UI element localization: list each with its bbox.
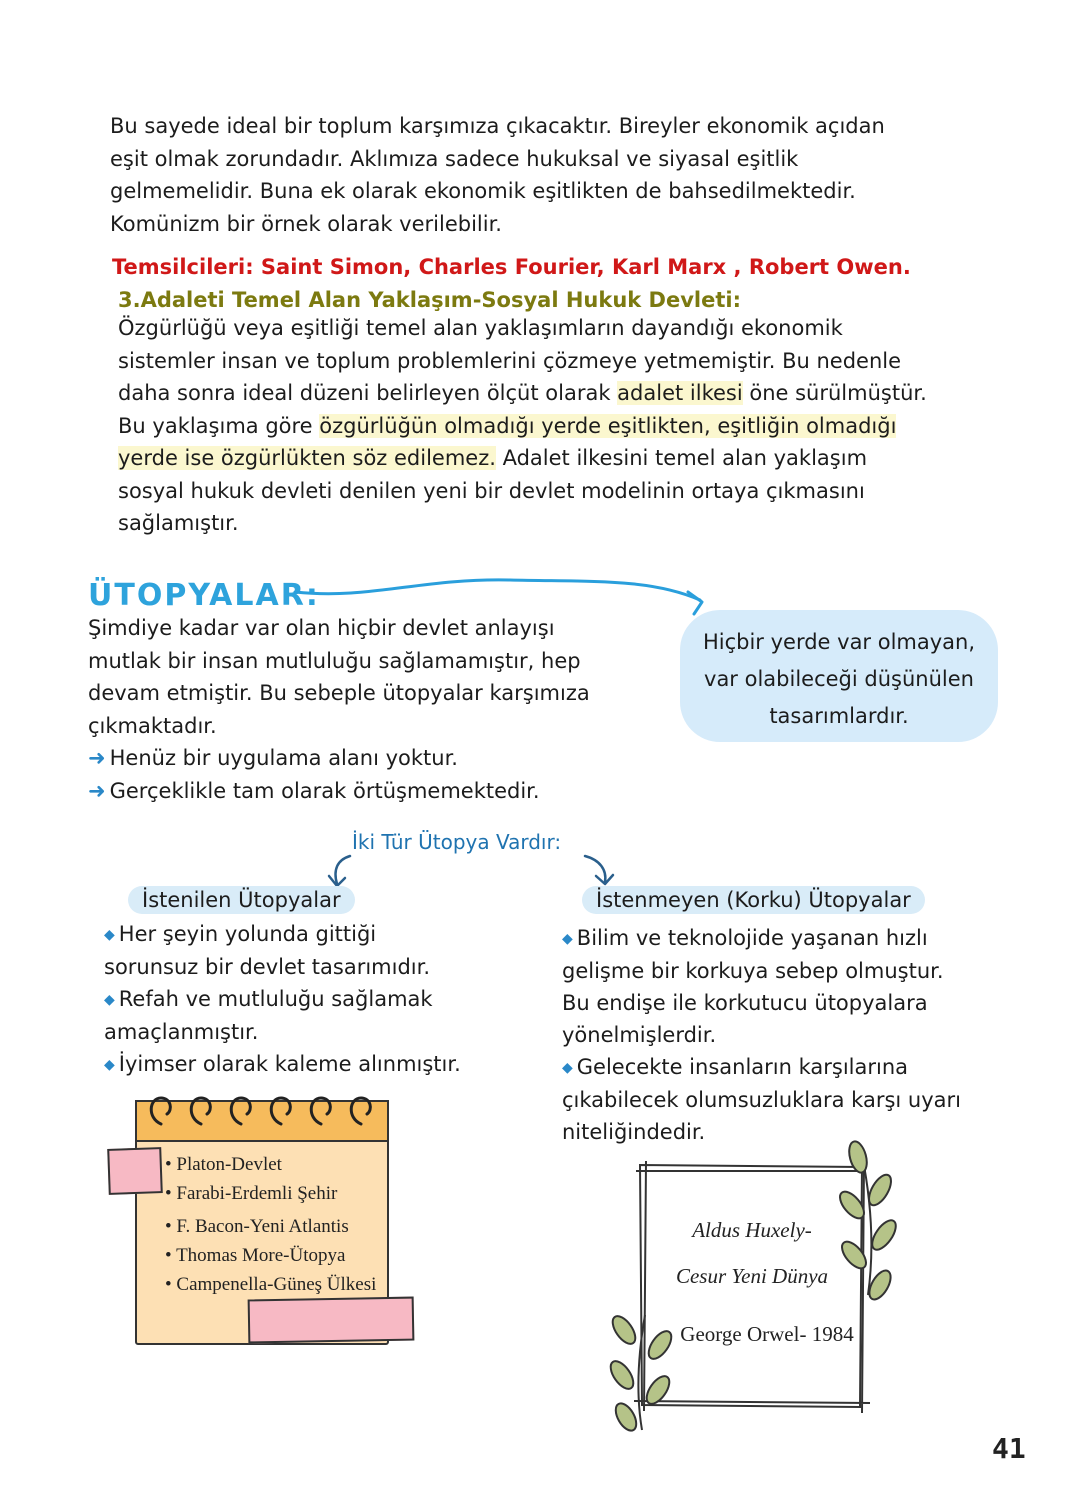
- section3-heading: 3.Adaleti Temel Alan Yaklaşım-Sosyal Hukuk Devleti:: [118, 288, 741, 312]
- bullet-icon: ◆: [104, 992, 115, 1008]
- note-line: • Platon-Devlet: [165, 1154, 282, 1175]
- intro-line: Komünizm bir örnek olarak verilebilir.: [110, 211, 502, 236]
- highlight-freedom: özgürlüğün olmadığı yerde eşitlikten, eşitliğin olmadığı: [319, 413, 897, 438]
- notepad-list: [165, 1150, 389, 1299]
- section3-line: Özgürlüğü veya eşitliği temel alan yaklaşımların dayandığı ekonomik: [118, 316, 843, 340]
- section3-line: sağlamıştır.: [118, 511, 239, 535]
- arrow-right-icon: ➜: [88, 746, 106, 770]
- list-item-cont: yönelmişlerdir.: [562, 1023, 717, 1047]
- section3-paragraph: [118, 312, 1018, 540]
- frame-line: George Orwel- 1984: [680, 1322, 854, 1346]
- note-line: • Campenella-Güneş Ülkesi: [165, 1274, 377, 1295]
- list-item-cont: amaçlanmıştır.: [104, 1020, 259, 1044]
- utopias-line: mutlak bir insan mutluluğu sağlamamıştır, hep: [88, 648, 581, 673]
- list-item-cont: Bu endişe ile korkutucu ütopyalara: [562, 991, 928, 1015]
- list-item: ◆ Refah ve mutluluğu sağlamak: [104, 987, 433, 1011]
- undesired-utopias-label: İstenmeyen (Korku) Ütopyalar: [582, 886, 925, 914]
- utopias-line: devam etmiştir. Bu sebeple ütopyalar karşımıza: [88, 681, 590, 705]
- bubble-line: Hiçbir yerde var olmayan,: [702, 630, 976, 654]
- list-item: ◆ İyimser olarak kaleme alınmıştır.: [104, 1052, 461, 1076]
- note-line: • F. Bacon-Yeni Atlantis: [165, 1216, 349, 1237]
- highlight-equality: yerde ise özgürlükten söz edilemez.: [118, 446, 496, 470]
- spiral-rings-icon: [143, 1088, 383, 1136]
- bullet-icon: ◆: [104, 927, 115, 943]
- utopias-title: ÜTOPYALAR:: [88, 578, 320, 613]
- arrow-right-icon: ➜: [88, 778, 106, 803]
- frame-line: Aldus Huxely-: [692, 1218, 812, 1242]
- intro-line: eşit olmak zorundadır. Aklımıza sadece hukuksal ve siyasal eşitlik: [110, 146, 799, 171]
- utopias-line: çıkmaktadır.: [88, 713, 217, 738]
- bullet-icon: ◆: [104, 1057, 115, 1073]
- tape-bottom: [248, 1297, 415, 1344]
- bubble-line: var olabileceği düşünülen: [704, 667, 974, 691]
- utopias-arrow-item: ➜ Henüz bir uygulama alanı yoktur.: [88, 746, 458, 770]
- section3-line: yerde ise özgürlükten söz edilemez. Adalet ilkesini temel alan yaklaşım: [118, 446, 868, 470]
- frame-line: Cesur Yeni Dünya: [675, 1264, 829, 1288]
- tape-left: [107, 1147, 163, 1195]
- utopias-line: Şimdiye kadar var olan hiçbir devlet anlayışı: [88, 616, 555, 640]
- list-item-cont: çıkabilecek olumsuzluklara karşı uyarı: [562, 1088, 961, 1112]
- utopias-paragraph: [88, 612, 668, 807]
- types-title: İki Tür Ütopya Vardır:: [352, 830, 562, 854]
- section3-line: sistemler insan ve toplum problemlerini çözmeye yetmemiştir. Bu nedenle: [118, 348, 902, 373]
- definition-bubble: [680, 610, 998, 742]
- intro-line: gelmemelidir. Buna ek olarak ekonomik eşitlikten de bahsedilmektedir.: [110, 179, 856, 203]
- highlight-adalet-ilkesi: adalet ilkesi: [617, 381, 743, 405]
- page-number: 41: [992, 1432, 1026, 1465]
- utopias-arrow-item: ➜ Gerçeklikle tam olarak örtüşmemektedir.: [88, 778, 540, 803]
- section3-line: Bu yaklaşıma göre özgürlüğün olmadığı yerde eşitlikten, eşitliğin olmadığı: [118, 413, 897, 438]
- intro-line: Bu sayede ideal bir toplum karşımıza çıkacaktır. Bireyler ekonomik açıdan: [110, 114, 885, 138]
- list-item: ◆ Gelecekte insanların karşılarına: [562, 1055, 909, 1079]
- bullet-icon: ◆: [562, 931, 573, 947]
- desired-utopias-label: İstenilen Ütopyalar: [128, 886, 355, 914]
- bullet-icon: ◆: [562, 1060, 573, 1076]
- note-line: • Farabi-Erdemli Şehir: [165, 1183, 338, 1204]
- undesired-list: [562, 922, 1032, 1148]
- note-line: • Thomas More-Ütopya: [165, 1245, 346, 1266]
- representatives-line: Temsilcileri: Saint Simon, Charles Fourier, Karl Marx , Robert Owen.: [112, 255, 911, 279]
- intro-paragraph: [110, 110, 990, 240]
- list-item: ◆ Bilim ve teknolojide yaşanan hızlı: [562, 926, 928, 950]
- list-item: ◆ Her şeyin yolunda gittiği: [104, 922, 377, 946]
- bubble-line: tasarımlardır.: [769, 704, 909, 728]
- section3-line: sosyal hukuk devleti denilen yeni bir devlet modelinin ortaya çıkmasını: [118, 478, 865, 503]
- list-item-cont: gelişme bir korkuya sebep olmuştur.: [562, 959, 944, 983]
- section3-line: daha sonra ideal düzeni belirleyen ölçüt olarak adalet ilkesi öne sürülmüştür.: [118, 381, 927, 405]
- desired-list: [104, 918, 524, 1081]
- list-item-cont: niteliğindedir.: [562, 1120, 706, 1144]
- list-item-cont: sorunsuz bir devlet tasarımıdır.: [104, 955, 431, 979]
